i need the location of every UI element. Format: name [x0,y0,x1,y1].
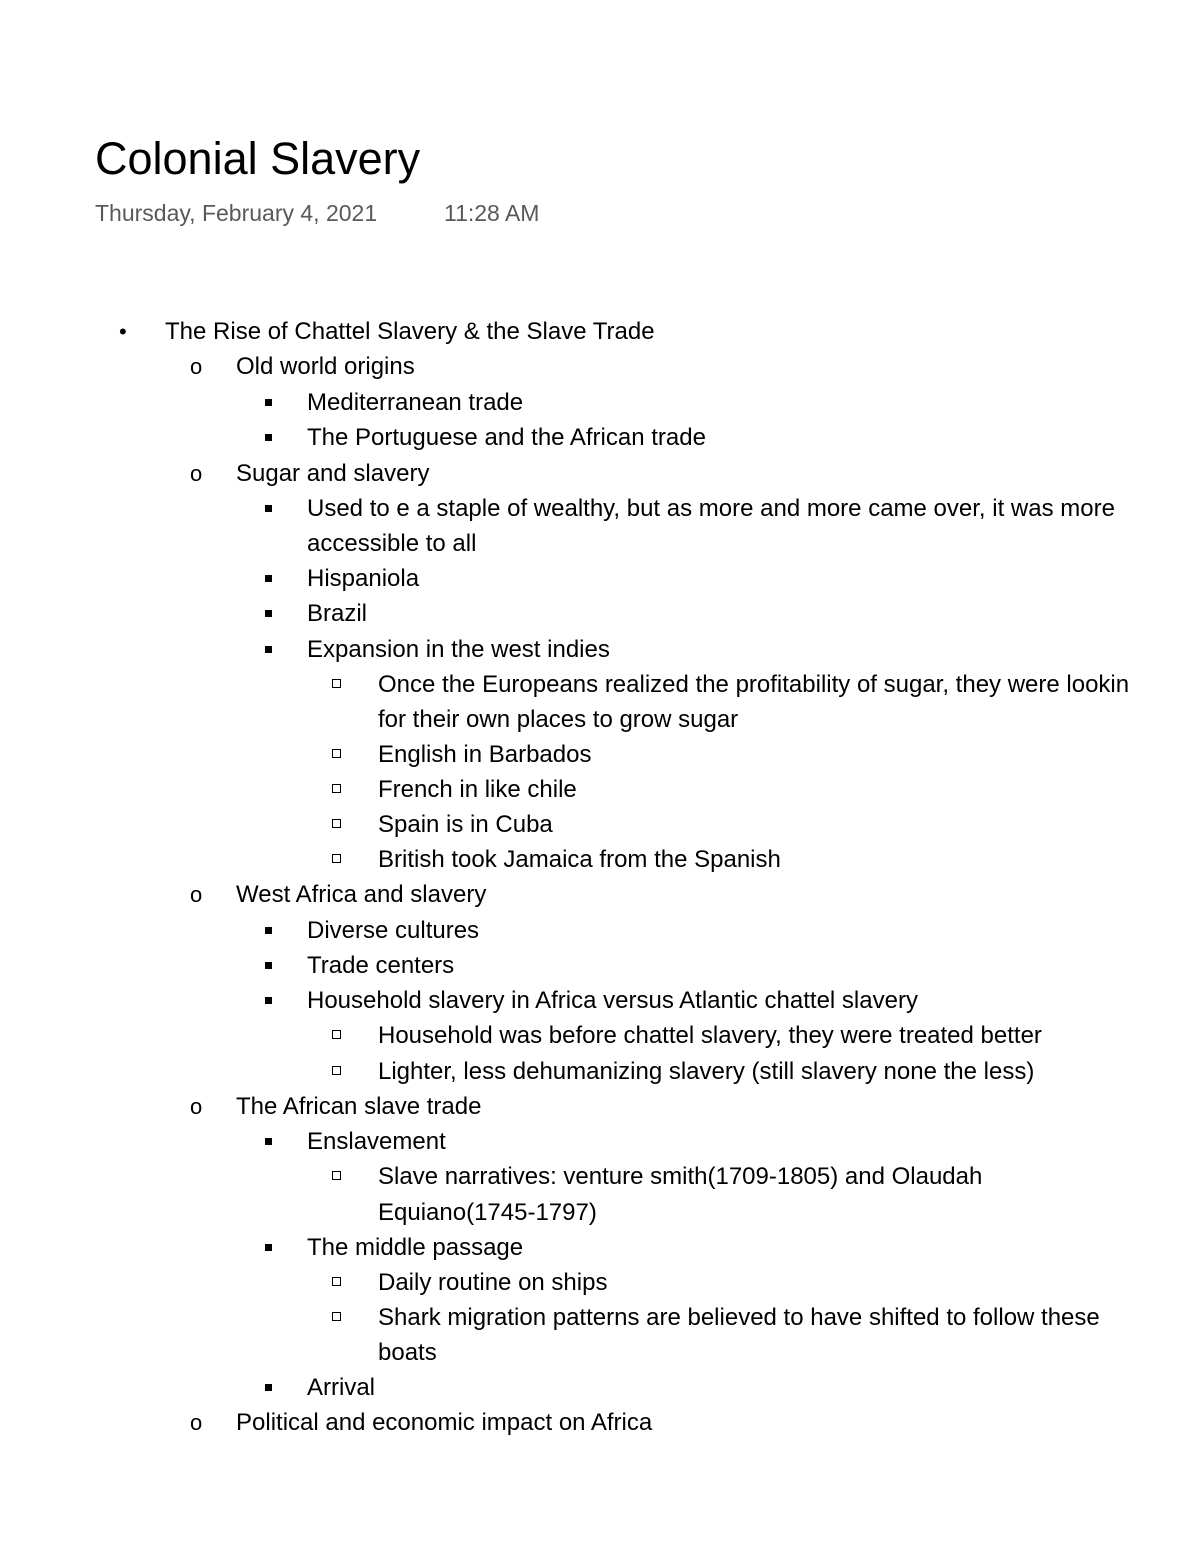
outline-item-text: Brazil [307,600,368,627]
outline-item-continuation [378,702,738,737]
outline-item [378,772,577,807]
outline-item-text: West Africa and slavery [236,881,487,908]
outline-item-text: French in like chile [378,776,577,803]
outline-item [378,667,1129,702]
outline-item-continuation [378,1335,437,1370]
outline-item [378,737,591,772]
outline-item [307,632,610,667]
outline-item [307,983,918,1018]
outline-item [119,314,655,349]
bullet-circle-icon: o [190,1410,203,1435]
outline-item-text: boats [378,1339,437,1366]
outline-item [307,491,1115,526]
outline-item-text: Expansion in the west indies [307,636,610,663]
outline-item-text: The Portuguese and the African trade [307,424,706,451]
outline-item [378,1018,1042,1053]
outline-item-text: English in Barbados [378,741,592,768]
outline-item-continuation [378,1195,597,1230]
outline-item-text: for their own places to grow sugar [378,706,739,733]
outline-item-text: Arrival [307,1374,376,1401]
outline-item-text: Household was before chattel slavery, they were treated better [378,1022,1042,1049]
outline-item-text: Old world origins [236,353,415,380]
outline-item-text: Equiano(1745-1797) [378,1199,597,1226]
outline-item-text: Mediterranean trade [307,389,524,416]
page-time: 11:28 AM [444,200,540,226]
outline-item [307,1124,446,1159]
outline-item [307,1230,523,1265]
bullet-circle-icon: o [190,882,203,907]
outline-item-text: Lighter, less dehumanizing slavery (still slavery none the less) [378,1058,1035,1085]
outline-item [378,1300,1100,1335]
outline-item-text: Once the Europeans realized the profitability of sugar, they were lookin [378,671,1130,698]
outline-item-text: Daily routine on ships [378,1269,608,1296]
outline-item-text: British took Jamaica from the Spanish [378,846,781,873]
outline-item [378,842,781,877]
outline-item [307,913,479,948]
outline-item-text: Enslavement [307,1128,446,1155]
outline-item [378,1159,982,1194]
outline-item [378,1265,607,1300]
outline-item-text: Household slavery in Africa versus Atlantic chattel slavery [307,987,918,1014]
outline-item [307,385,523,420]
page-date: Thursday, February 4, 2021 [95,200,378,226]
outline-item-text: Political and economic impact on Africa [236,1409,653,1436]
outline-item [190,456,430,491]
bullet-dot-icon: • [119,319,127,344]
outline-item-text: Sugar and slavery [236,460,430,487]
outline-item-text: Trade centers [307,952,455,979]
outline-item-text: accessible to all [307,530,477,557]
outline-item-text: Hispaniola [307,565,420,592]
outline-item-text: Spain is in Cuba [378,811,553,838]
outline-item [190,1089,482,1124]
outline-item-text: The middle passage [307,1234,524,1261]
outline-item [190,877,487,912]
outline-item-text: Diverse cultures [307,917,480,944]
outline-item [307,596,367,631]
outline-item-text: The African slave trade [236,1093,482,1120]
bullet-circle-icon: o [190,461,203,486]
outline-item-text: Shark migration patterns are believed to have shifted to follow these [378,1304,1100,1331]
bullet-circle-icon: o [190,1094,203,1119]
outline-item [307,1370,375,1405]
outline-item [378,1054,1034,1089]
outline-item-text: Slave narratives: venture smith(1709-1805) and Olaudah [378,1163,983,1190]
outline-item [190,349,415,384]
outline-item-text: Used to e a staple of wealthy, but as more and more came over, it was more [307,495,1115,522]
page-title: Colonial Slavery [95,133,421,184]
outline-item-text: The Rise of Chattel Slavery & the Slave Trade [165,318,655,345]
outline-item [307,561,419,596]
outline-item [307,948,454,983]
outline-item [307,420,706,455]
outline-item [378,807,553,842]
outline-item [190,1405,653,1440]
outline-item-continuation [307,526,476,561]
bullet-circle-icon: o [190,354,203,379]
